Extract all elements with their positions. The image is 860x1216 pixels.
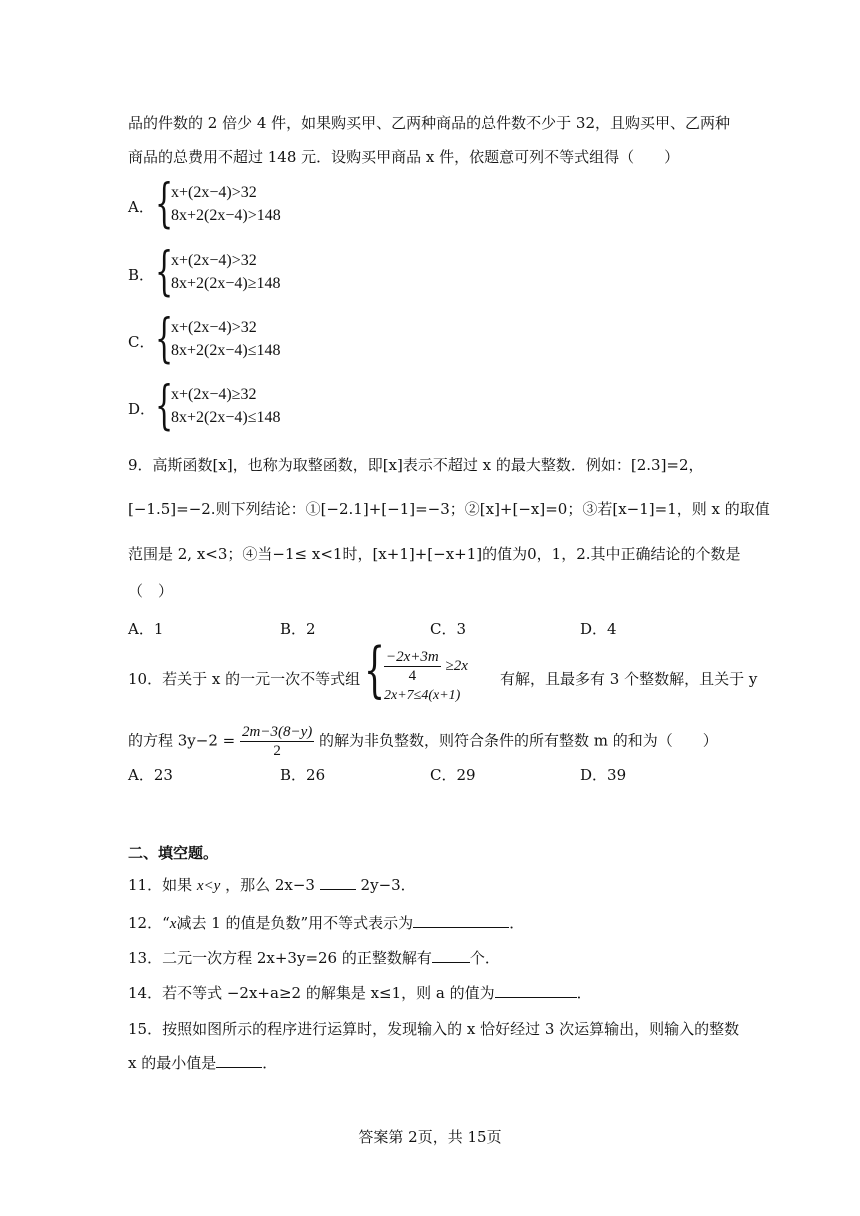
q8-option-a-label: A．	[128, 198, 154, 216]
q10-line2-prefix: 的方程 3y−2 =	[128, 731, 236, 750]
q11-middle: ，那么 2x−3	[225, 876, 315, 894]
q9-option-b: B．2	[280, 620, 316, 638]
q8-option-c-bottom: 8x+2(2x−4)≤148	[171, 342, 281, 359]
q8-option-d-label: D．	[128, 400, 156, 418]
q9-stem-line4: （ ）	[128, 582, 174, 600]
q8-option-b-label: B．	[128, 266, 155, 284]
q14-suffix: ．	[576, 984, 592, 1002]
q8-option-a-top: x+(2x−4)>32	[171, 184, 257, 201]
q8-stem-line2: 商品的总费用不超过 148 元．设购买甲商品 x 件，依题意可列不等式组得（ ）	[128, 148, 680, 166]
q9-option-c: C．3	[430, 620, 467, 638]
q12-text: 减去 1 的值是负数”用不等式表示为	[176, 914, 414, 932]
q14-answer-blank[interactable]	[495, 983, 577, 998]
q9-stem-line3: 范围是 2, x<3；④当−1≤ x<1时，[x+1]+[−x+1]的值为0，1，2.其中正确结论的个数是	[128, 545, 741, 563]
q8-option-d-top: x+(2x−4)≥32	[171, 386, 257, 403]
q8-option-b-top: x+(2x−4)>32	[171, 252, 257, 269]
q10-option-c: C．29	[430, 766, 476, 784]
q10-system-fraction-den: 4	[408, 668, 417, 684]
q12-answer-blank[interactable]	[413, 913, 509, 928]
q10-equation-fraction-num: 2m−3(8−y)	[242, 724, 313, 740]
q12-variable: x	[169, 916, 177, 932]
q10-option-a: A．23	[128, 766, 173, 784]
q9-stem-line2: [−1.5]=−2.则下列结论：①[−2.1]+[−1]=−3；②[x]+[−x]=0；③若[x−1]=1，则 x 的取值	[128, 500, 770, 518]
q13-answer-blank[interactable]	[432, 948, 470, 963]
q10-line2	[128, 723, 718, 760]
q8-option-c-top: x+(2x−4)>32	[171, 319, 257, 336]
q11-suffix: 2y−3．	[360, 876, 416, 894]
q10-inequality-system: { $\frac{-2x+3m}{4}$ ≥2x 2x+7≤4(x+1)	[364, 635, 468, 705]
q8-option-b-bottom: 8x+2(2x−4)≥148	[171, 275, 281, 292]
q14-prefix: 14．若不等式 −2x+a≥2 的解集是 x≤1，则 a 的值为	[128, 984, 495, 1002]
q10-stem-suffix: 有解，且最多有 3 个整数解，且关于 y	[500, 670, 758, 688]
q15-line1: 15．按照如图所示的程序进行运算时，发现输入的 x 恰好经过 3 次运算输出，则输入的整数	[128, 1020, 740, 1038]
q12	[128, 912, 524, 935]
q8-option-a-bottom: 8x+2(2x−4)>148	[171, 207, 281, 224]
q10-system-top-rhs: ≥2x	[445, 658, 468, 674]
q10-stem-prefix: 10．若关于 x 的一元一次不等式组	[128, 670, 361, 688]
q11-prefix: 11．如果	[128, 876, 193, 894]
q10-system-fraction	[384, 648, 441, 685]
q15-answer-blank[interactable]	[216, 1053, 262, 1068]
q8-stem-line1: 品的件数的 2 倍少 4 件，如果购买甲、乙两种商品的总件数不少于 32，且购买甲、乙两种	[128, 114, 731, 132]
q8-option-d-bottom: 8x+2(2x−4)≤148	[171, 409, 281, 426]
q15-line2-prefix: x 的最小值是	[128, 1054, 217, 1072]
q10-system-bottom: 2x+7≤4(x+1)	[384, 688, 461, 703]
q13-suffix: 个．	[469, 949, 500, 967]
section-title: 二、填空题。	[128, 844, 219, 862]
q12-prefix: 12．“	[128, 914, 170, 932]
page-footer: 答案第 2页，共 15页	[358, 1128, 502, 1146]
q13-prefix: 13．二元一次方程 2x+3y=26 的正整数解有	[128, 949, 432, 967]
q9-option-a: A．1	[128, 620, 164, 638]
q9-stem-line1: 9．高斯函数[x]，也称为取整函数，即[x]表示不超过 x 的最大整数．例如：[2.3]=2，	[128, 456, 704, 474]
q15-line2	[128, 1052, 277, 1074]
q14	[128, 982, 592, 1004]
q15-line2-suffix: ．	[262, 1054, 278, 1072]
q8-option-c-label: C．	[128, 333, 155, 351]
q12-suffix: ．	[509, 914, 525, 932]
q13	[128, 947, 500, 969]
q10-option-b: B．26	[280, 766, 326, 784]
q10-line2-suffix: 的解为非负整数，则符合条件的所有整数 m 的和为（ ）	[319, 731, 718, 750]
q10-equation-fraction	[240, 723, 314, 760]
q11-answer-blank[interactable]	[320, 875, 356, 890]
q10-option-d: D．39	[580, 766, 627, 784]
q10-equation-fraction-den: 2	[273, 743, 281, 759]
q11-condition: x<y	[196, 878, 221, 894]
q9-option-d: D．4	[580, 620, 617, 638]
q10-system-fraction-num: −2x+3m	[386, 649, 439, 665]
q11	[128, 874, 416, 897]
